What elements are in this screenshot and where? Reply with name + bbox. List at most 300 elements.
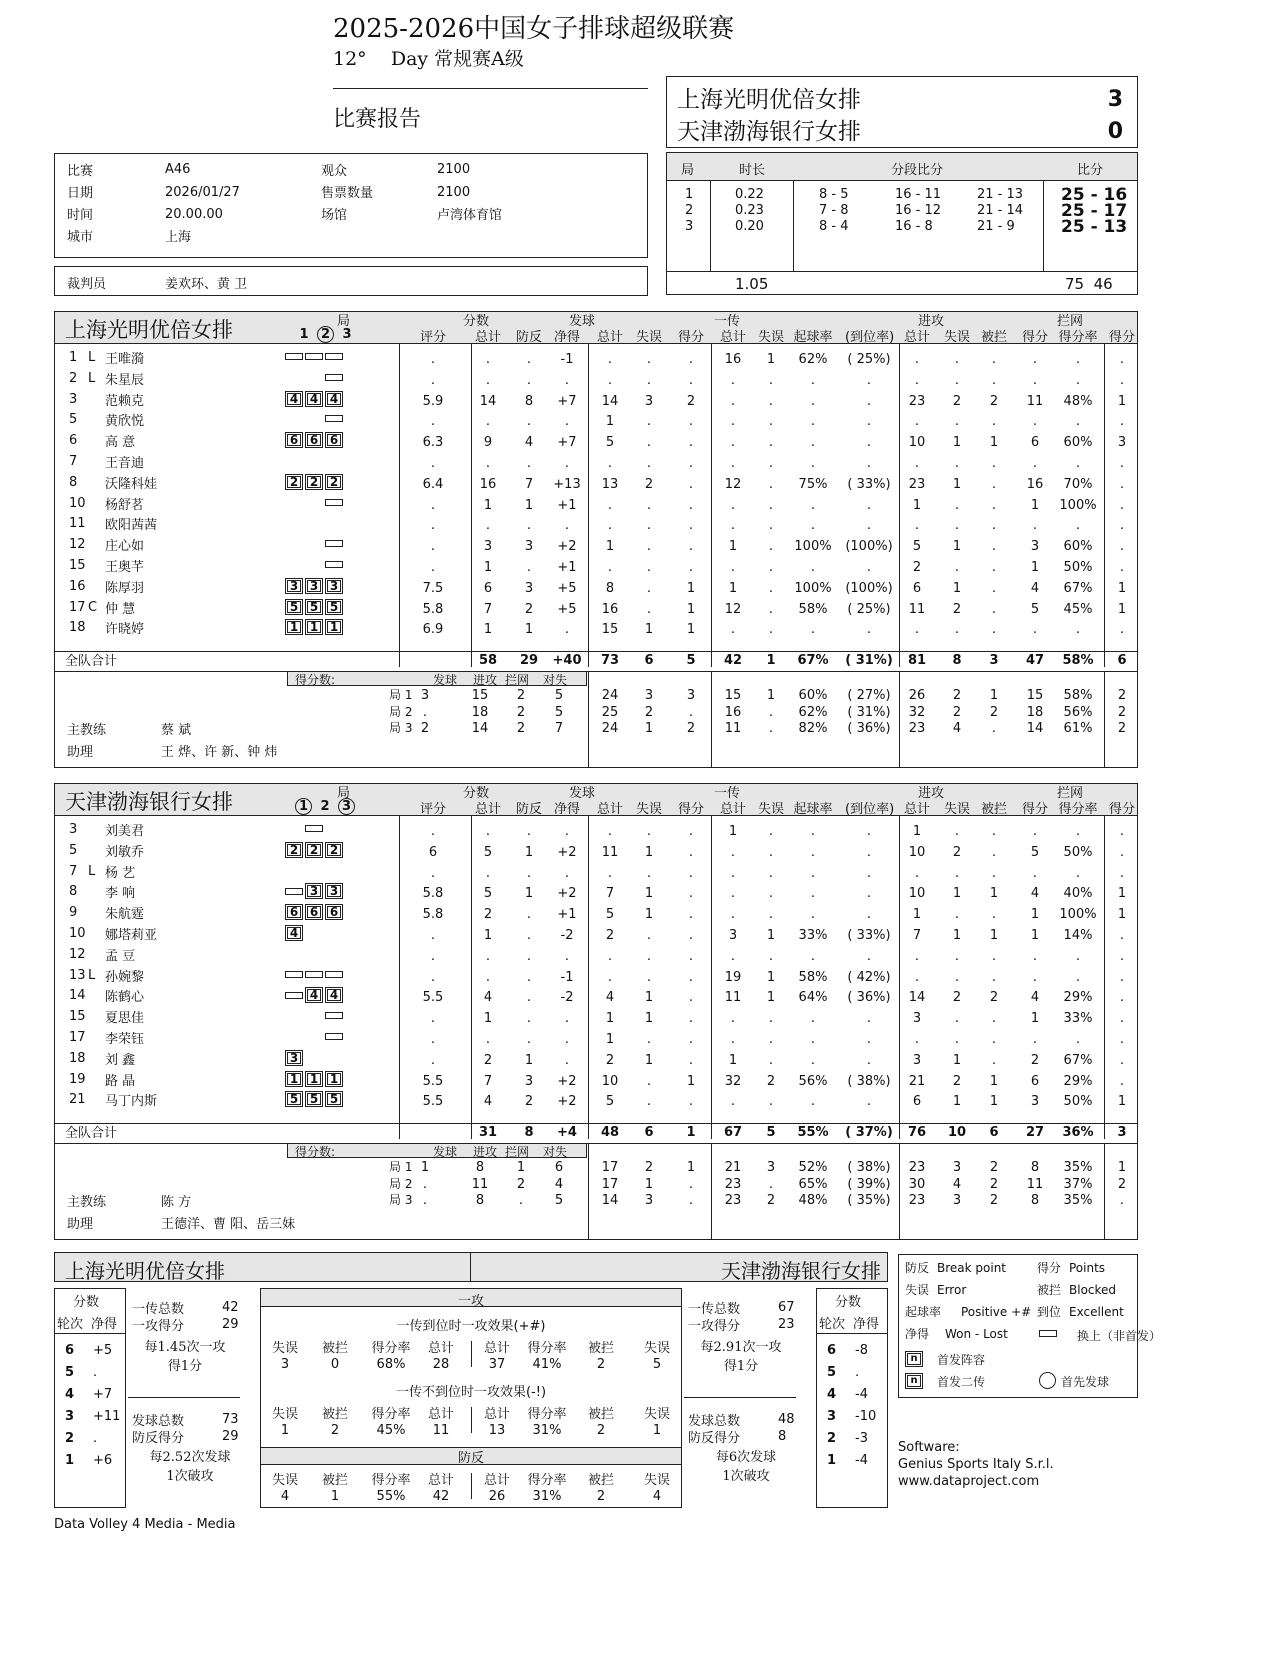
sub-marker <box>325 971 343 978</box>
player-number: 11 <box>69 516 86 532</box>
set-row-value: ( 31%) <box>847 704 891 720</box>
stat-value: . <box>646 456 652 471</box>
set-row-value: 3 <box>420 688 430 704</box>
stat-value: . <box>485 414 491 430</box>
stat-value: . <box>430 948 436 964</box>
stat-value: . <box>485 352 491 367</box>
team-total-value: 67% <box>797 653 829 669</box>
col-sub: 总计 <box>719 802 746 817</box>
stat-head: 失误 <box>271 1473 298 1488</box>
stat-value: . <box>866 414 872 430</box>
col-sub: 起球率 <box>793 802 833 817</box>
set-row-value: 17 <box>601 1160 619 1176</box>
starting-positions <box>285 370 345 385</box>
stat-value: . <box>1032 969 1038 985</box>
col-group: 发球 <box>569 786 596 801</box>
player-name: 李荣钰 <box>105 1032 145 1047</box>
score-by-label: 得分数: <box>295 1145 336 1160</box>
stat-value: 1 <box>728 824 738 839</box>
stat-head: 被拦 <box>321 1341 348 1356</box>
stat-head: 得分率 <box>371 1341 411 1356</box>
stat-value: . <box>1075 414 1081 430</box>
stat-value: . <box>485 824 491 839</box>
stat-value: . <box>688 1011 694 1027</box>
stat-value: 6.3 <box>422 435 444 451</box>
stat-value: 4 <box>483 1094 493 1110</box>
set-row-value: 2 <box>989 704 999 720</box>
col-sub: 得分率 <box>1058 330 1098 345</box>
stat-cell: 2 <box>596 1489 606 1504</box>
team-total-value: 6 <box>1117 653 1127 669</box>
stat-value: . <box>1075 1032 1081 1047</box>
player-name: 高 意 <box>105 435 136 451</box>
stat-value: . <box>914 518 920 534</box>
stat-cell: 2 <box>596 1357 606 1372</box>
col-sub: 失误 <box>635 802 662 817</box>
legend-box <box>898 1254 1162 1398</box>
stat-value: 1 <box>1117 393 1127 409</box>
stat-value: . <box>1119 518 1125 534</box>
stat-value: . <box>1119 539 1125 555</box>
set-row-value: 2 <box>516 1176 526 1192</box>
stat-value: +1 <box>557 560 577 575</box>
stat-value: ( 38%) <box>847 1073 891 1089</box>
stat-value: 11 <box>1026 393 1044 409</box>
stat-value: . <box>564 948 570 964</box>
col-sub: 失误 <box>757 802 784 817</box>
set-row-value: 2 <box>686 721 696 737</box>
rotation-points-label: 分数 <box>73 1295 100 1310</box>
col-sub: 得分 <box>1108 802 1135 817</box>
col-partial: 分段比分 <box>891 163 944 178</box>
stat-value: 6 <box>1030 1073 1040 1089</box>
stat-value: . <box>526 990 532 1006</box>
stat-value: . <box>688 560 694 575</box>
start-position: 6 <box>325 904 343 920</box>
stat-value: . <box>688 907 694 923</box>
rotation-net: -3 <box>855 1431 868 1446</box>
stat-value: . <box>810 1094 816 1110</box>
set-row-value: 1 <box>420 1160 430 1176</box>
set-marker: 2 <box>320 799 330 814</box>
start-position: 5 <box>325 1091 343 1107</box>
team-total-value: 1 <box>766 653 776 669</box>
set-row-value: 14 <box>1026 721 1044 737</box>
col-group: 一传 <box>714 314 741 329</box>
start-position: 3 <box>325 578 343 594</box>
stat-value: . <box>991 476 997 492</box>
starting-positions <box>285 904 345 920</box>
starting-positions <box>285 842 345 858</box>
stat-value: . <box>485 969 491 985</box>
stat-value: 2 <box>952 1073 962 1089</box>
stat-head: 被拦 <box>321 1407 348 1422</box>
stat-value: . <box>730 622 736 638</box>
player-name: 陈鹤心 <box>105 990 145 1006</box>
stat-value: 29% <box>1063 1073 1093 1089</box>
setter-legend-icon: n <box>905 1373 923 1389</box>
set-row-value: 2 <box>644 1160 654 1176</box>
start-position: 6 <box>285 904 303 920</box>
stat-cell: 31% <box>532 1423 562 1438</box>
stat-value: . <box>526 824 532 839</box>
stat-value: 100% <box>794 539 832 555</box>
stat-value: . <box>730 435 736 451</box>
set-row-value: 37% <box>1063 1176 1093 1192</box>
score-by-col: 拦网 <box>505 1145 530 1160</box>
col-sub: 总计 <box>903 330 930 345</box>
stat-value: . <box>810 518 816 534</box>
stat-value: . <box>991 456 997 471</box>
score-by-col: 拦网 <box>505 673 530 688</box>
start-position: 1 <box>305 1071 323 1087</box>
info-audience-label: 观众 <box>321 164 348 179</box>
stat-value: 3 <box>728 928 738 943</box>
stat-value: 1 <box>1030 928 1040 943</box>
stat-value: 2 <box>952 393 962 409</box>
set-marker: 1 <box>299 327 309 342</box>
stat-value: . <box>646 518 652 534</box>
stat-value: 1 <box>483 928 493 943</box>
sub-marker <box>325 499 343 506</box>
stat-value: 1 <box>766 990 776 1006</box>
stat-value: . <box>564 622 570 638</box>
stat-value: 6 <box>1030 435 1040 451</box>
legend-desc: Error <box>937 1283 967 1297</box>
stat-value: . <box>866 497 872 513</box>
set-marker: 2 <box>317 326 334 343</box>
stat-value: . <box>1075 518 1081 534</box>
stat-value: . <box>730 497 736 513</box>
stat-value: . <box>866 435 872 451</box>
stat-value: . <box>914 456 920 471</box>
set-row-label: 局 2 <box>389 704 413 719</box>
col-sub: 总计 <box>903 802 930 817</box>
stat-value: 1 <box>644 844 654 860</box>
fb-points-value: 23 <box>778 1317 795 1332</box>
stat-value: 60% <box>1063 539 1093 555</box>
stat-value: . <box>768 1094 774 1110</box>
stat-head: 被拦 <box>587 1473 614 1488</box>
stat-value: . <box>607 518 613 534</box>
stat-value: . <box>1032 372 1038 388</box>
stat-value: 40% <box>1063 886 1093 902</box>
col-sub: 总计 <box>596 802 623 817</box>
stat-value: . <box>1119 372 1125 388</box>
player-number: 21 <box>69 1092 86 1108</box>
set-row-value: 15 <box>724 688 742 704</box>
stat-value: 12 <box>724 476 742 492</box>
team-a-score: 3 <box>1107 87 1123 112</box>
score-by-col: 进攻 <box>473 1145 498 1160</box>
starting-positions <box>285 578 345 594</box>
stat-value: +2 <box>557 1094 577 1110</box>
stat-value: . <box>866 948 872 964</box>
stat-value: . <box>646 865 652 881</box>
set-row-value: . <box>688 1176 694 1192</box>
stat-value: 1 <box>912 497 922 513</box>
stat-value: . <box>430 518 436 534</box>
start-position: 4 <box>305 391 323 407</box>
legend-setter: 首发二传 <box>937 1375 986 1389</box>
set-partial-3: 21 - 14 <box>977 203 1024 218</box>
start-position: 4 <box>285 925 303 941</box>
set-row-value: 2 <box>1117 721 1127 737</box>
stat-value: . <box>485 865 491 881</box>
stat-value: . <box>991 414 997 430</box>
player-role: L <box>88 863 96 879</box>
stat-value: . <box>688 518 694 534</box>
stat-value: . <box>1032 518 1038 534</box>
stat-value: . <box>730 560 736 575</box>
set-row-value: ( 36%) <box>847 721 891 737</box>
stat-value: 1 <box>1117 886 1127 902</box>
stat-value: 1 <box>952 580 962 596</box>
set-number: 2 <box>685 203 694 218</box>
stat-cell: 28 <box>432 1357 450 1372</box>
set-number: 1 <box>685 187 694 202</box>
stat-value: 1 <box>1117 1094 1127 1110</box>
set-row-value: 24 <box>601 721 619 737</box>
coach-name: 陈 方 <box>161 1195 192 1211</box>
stat-value: . <box>646 414 652 430</box>
score-by-col: 对失 <box>543 1145 568 1160</box>
rotation-label: 轮次 <box>57 1317 84 1332</box>
stat-value: 3 <box>524 1073 534 1089</box>
rotation-number: 4 <box>827 1387 837 1402</box>
set-row-value: 35% <box>1063 1160 1093 1176</box>
stat-value: . <box>1119 456 1125 471</box>
stat-value: . <box>607 560 613 575</box>
stat-value: . <box>866 886 872 902</box>
stat-value: . <box>991 907 997 923</box>
set-row-value: . <box>768 721 774 737</box>
start-position: 2 <box>305 842 323 858</box>
team-total-value: 73 <box>600 653 620 669</box>
software-vendor: Genius Sports Italy S.r.l. <box>898 1457 1054 1472</box>
player-number: 13 <box>69 967 86 983</box>
start-position: 5 <box>285 599 303 615</box>
set-row-value: 2 <box>420 721 430 737</box>
set-row-value: 21 <box>724 1160 742 1176</box>
player-number: 19 <box>69 1071 86 1087</box>
stat-value: . <box>866 1032 872 1047</box>
stat-value: . <box>564 1011 570 1027</box>
team-total-value: +4 <box>557 1125 577 1141</box>
header-divider <box>333 88 648 89</box>
stat-value: . <box>1119 1032 1125 1047</box>
player-name: 陈厚羽 <box>105 580 145 596</box>
set-duration: 0.20 <box>735 219 764 234</box>
col-sub: 被拦 <box>980 802 1007 817</box>
set-row-value: 4 <box>554 1176 564 1192</box>
starting-positions <box>285 1029 345 1044</box>
info-date-label: 日期 <box>67 186 94 201</box>
stat-value: . <box>954 352 960 367</box>
stat-value: . <box>810 622 816 638</box>
starting-positions <box>285 967 345 982</box>
set-row-value: 15 <box>471 688 489 704</box>
col-group: 分数 <box>463 314 490 329</box>
mid-divider <box>471 1341 472 1367</box>
set-row-value: 1 <box>989 688 999 704</box>
stat-value: 6 <box>428 844 438 860</box>
stat-value: 1 <box>912 907 922 923</box>
team-total-value: 6 <box>644 1125 654 1141</box>
stat-value: 8 <box>524 393 534 409</box>
set-row-value: 2 <box>1117 704 1127 720</box>
start-position: 6 <box>285 432 303 448</box>
stat-value: . <box>430 414 436 430</box>
stat-value: . <box>646 352 652 367</box>
col-divider <box>399 816 400 1139</box>
stat-value: 1 <box>912 824 922 839</box>
stat-cell: 42 <box>432 1489 450 1504</box>
stat-value: 2 <box>483 907 493 923</box>
stat-value: . <box>430 560 436 575</box>
set-row-value: 2 <box>516 704 526 720</box>
col-sub: 被拦 <box>980 330 1007 345</box>
starting-positions <box>285 821 345 836</box>
set-row-value: 8 <box>475 1193 485 1209</box>
starting-positions <box>285 1050 345 1066</box>
set-row-value: 3 <box>766 1160 776 1176</box>
team-total-value: 5 <box>686 653 696 669</box>
stat-value: 5 <box>605 907 615 923</box>
stat-value: 3 <box>524 580 534 596</box>
stat-value: . <box>991 560 997 575</box>
rotation-net: . <box>855 1365 860 1380</box>
stat-value: . <box>866 1052 872 1068</box>
stat-value: . <box>954 456 960 471</box>
stat-value: . <box>730 414 736 430</box>
stat-value: 8 <box>605 580 615 596</box>
rotation-net: -4 <box>855 1387 868 1402</box>
stat-cell: 68% <box>376 1357 406 1372</box>
stat-value: 2 <box>524 1094 534 1110</box>
set-row-value: . <box>768 704 774 720</box>
stat-head: 失误 <box>643 1473 670 1488</box>
set-row-value: 32 <box>908 704 926 720</box>
stat-value: . <box>688 928 694 943</box>
stat-value: 1 <box>483 1011 493 1027</box>
recv-divider <box>128 1397 240 1398</box>
stat-value: 3 <box>524 539 534 555</box>
stat-value: . <box>1032 352 1038 367</box>
stat-value: 29% <box>1063 990 1093 1006</box>
stat-value: 5.5 <box>422 1094 444 1110</box>
starting-positions <box>285 453 345 468</box>
set-row-value: 8 <box>475 1160 485 1176</box>
stat-value: . <box>1119 497 1125 513</box>
stat-value: . <box>810 1052 816 1068</box>
stat-value: . <box>1119 865 1125 881</box>
player-name: 朱星辰 <box>105 372 145 388</box>
stat-value: . <box>954 560 960 575</box>
stat-value: +5 <box>557 580 577 596</box>
stat-value: 6 <box>912 1094 922 1110</box>
set-row-value: . <box>422 704 428 720</box>
player-name: 杨舒茗 <box>105 497 145 513</box>
set-row-value: ( 27%) <box>847 688 891 704</box>
start-position: 4 <box>325 987 343 1003</box>
stat-head: 失误 <box>643 1341 670 1356</box>
stat-value: . <box>646 372 652 388</box>
set-row-value: 61% <box>1063 721 1093 737</box>
stat-value: 1 <box>1117 601 1127 617</box>
start-position: 1 <box>305 619 323 635</box>
player-number: 17 <box>69 599 86 615</box>
stat-value: 5 <box>483 886 493 902</box>
stat-value: 1 <box>644 622 654 638</box>
set-row-value: 1 <box>686 1160 696 1176</box>
stat-value: 5 <box>483 844 493 860</box>
stat-value: 3 <box>644 393 654 409</box>
stat-value: . <box>991 1011 997 1027</box>
starting-positions <box>285 863 345 878</box>
coach-label: 主教练 <box>67 1195 107 1211</box>
sub-marker <box>325 415 343 422</box>
stat-value: . <box>866 560 872 575</box>
set-row-value: 23 <box>724 1176 742 1192</box>
stat-value: 1 <box>989 1073 999 1089</box>
stat-head: 被拦 <box>587 1407 614 1422</box>
stat-value: . <box>810 824 816 839</box>
sub-marker <box>285 888 303 895</box>
col-group: 拦网 <box>1057 314 1084 329</box>
col-sub: 得分 <box>1108 330 1135 345</box>
set-row-value: 2 <box>952 688 962 704</box>
stat-value: ( 25%) <box>847 601 891 617</box>
stat-value: . <box>607 824 613 839</box>
stat-value: 2 <box>912 560 922 575</box>
stat-cell: 13 <box>488 1423 506 1438</box>
rotation-net-label: 净得 <box>853 1317 880 1332</box>
set-row-value: 62% <box>798 704 828 720</box>
stat-value: 5.8 <box>422 886 444 902</box>
stat-value: 2 <box>686 393 696 409</box>
stat-value: . <box>1119 476 1125 492</box>
starting-positions <box>285 946 345 961</box>
stat-value: . <box>688 539 694 555</box>
stat-value: . <box>768 393 774 409</box>
stat-cell: 45% <box>376 1423 406 1438</box>
stat-cell: 2 <box>596 1423 606 1438</box>
rotation-number: 3 <box>65 1409 75 1424</box>
stat-value: 2 <box>644 476 654 492</box>
recv-divider <box>684 1397 796 1398</box>
info-tickets-label: 售票数量 <box>321 186 374 201</box>
stat-value: . <box>768 372 774 388</box>
stat-cell: 1 <box>652 1423 662 1438</box>
set-row-label: 局 3 <box>389 721 413 736</box>
team-total-value: 27 <box>1025 1125 1045 1141</box>
stat-value: 6.9 <box>422 622 444 638</box>
stat-value: . <box>991 969 997 985</box>
stat-value: 5 <box>1030 601 1040 617</box>
stat-value: 7 <box>483 1073 493 1089</box>
stat-value: . <box>1032 622 1038 638</box>
stat-value: . <box>954 969 960 985</box>
legend-key: 起球率 <box>905 1305 942 1319</box>
set-partial-3: 21 - 9 <box>977 219 1015 234</box>
bp-points-label: 防反得分 <box>132 1431 185 1446</box>
team-total-value: ( 37%) <box>845 1125 893 1141</box>
score-by-label: 得分数: <box>295 673 336 688</box>
stat-value: . <box>730 393 736 409</box>
stat-value: . <box>646 539 652 555</box>
stat-value: 60% <box>1063 435 1093 451</box>
